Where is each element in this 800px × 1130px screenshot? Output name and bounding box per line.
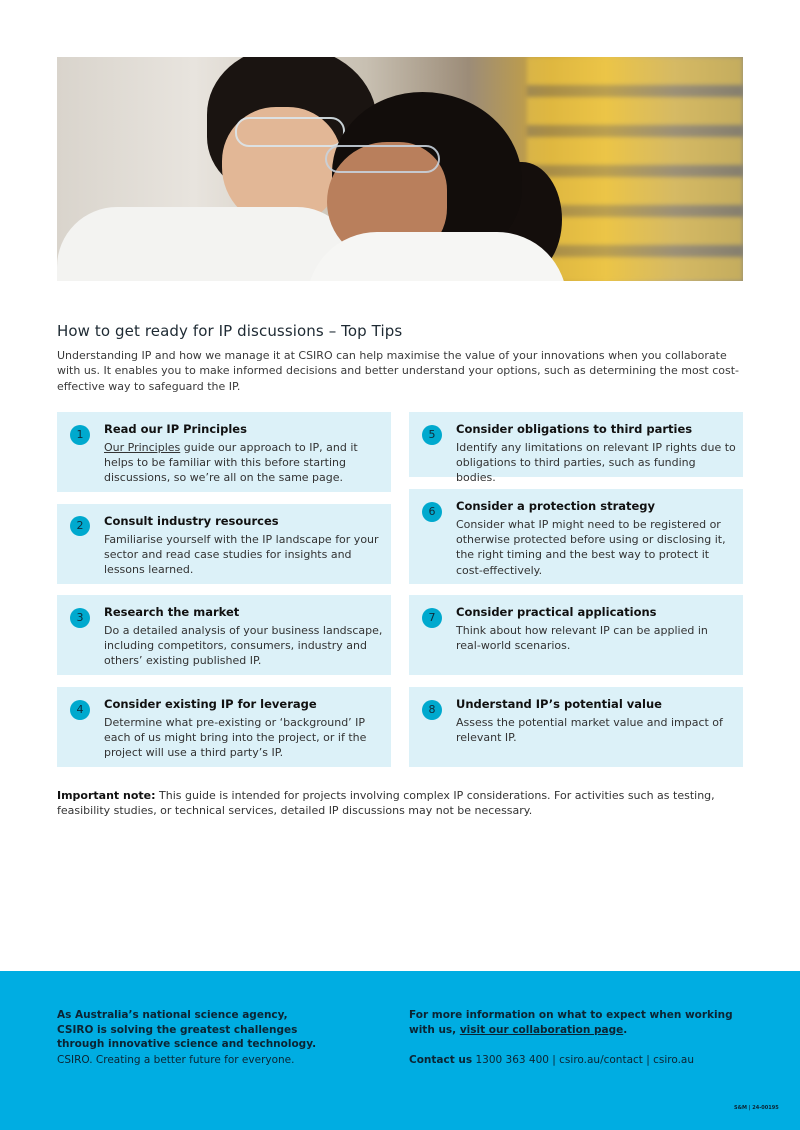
tip-card-3 — [57, 595, 391, 675]
tip-number-badge: 2 — [70, 516, 90, 536]
tip-number-badge: 7 — [422, 608, 442, 628]
tip-body: Assess the potential market value and impact of relevant IP. — [456, 716, 723, 745]
tip-card-5 — [409, 412, 743, 485]
tip-title: Consider practical applications — [456, 605, 657, 619]
collaboration-page-link[interactable]: visit our collaboration page — [459, 1023, 624, 1036]
tip-title: Understand IP’s potential value — [456, 697, 662, 711]
more-info: For more information on what to expect when working with us, visit our collaboration page. — [409, 1009, 733, 1036]
tip-body: Determine what pre-existing or ‘background’ IP each of us might bring into the project, or if the project will use a third party’s IP. — [104, 716, 367, 760]
tip-title: Research the market — [104, 605, 240, 619]
tip-number-badge: 5 — [422, 425, 442, 445]
tip-body: Do a detailed analysis of your business landscape, including competitors, consumers, industry and others’ existing published IP. — [104, 624, 383, 668]
tip-body: Consider what IP might need to be registered or otherwise protected before using or disclosing it, the right timing and the best way to protect it cost-effectively. — [456, 518, 726, 577]
safety-glasses — [325, 145, 440, 173]
tip-number-badge: 3 — [70, 608, 90, 628]
tip-body: Think about how relevant IP can be applied in real-world scenarios. — [456, 624, 708, 653]
tip-body: Identify any limitations on relevant IP rights due to obligations to third parties, such as funding bodies. — [456, 441, 736, 485]
note-text: This guide is intended for projects involving complex IP considerations. For activities such as testing, feasibility studies, or technical services, detailed IP discussions may not be necessary. — [57, 789, 715, 818]
tip-number-badge: 1 — [70, 425, 90, 445]
lab-coat — [307, 232, 567, 281]
agency-statement: As Australia’s national science agency, CSIRO is solving the greatest challenges through innovative science and technology. — [57, 1009, 317, 1050]
hero-photo — [57, 57, 743, 281]
lab-coat — [57, 207, 357, 281]
tip-body: Familiarise yourself with the IP landscape for your sector and read case studies for insights and lessons learned. — [104, 533, 379, 577]
note-label: Important note: — [57, 789, 156, 802]
tip-title: Consult industry resources — [104, 514, 279, 528]
intro-paragraph: Understanding IP and how we manage it at CSIRO can help maximise the value of your innovations when you collaborate with us. It enables you to make informed decisions and better understand your options, such as determining the most cost-effective way to safeguard the IP. — [57, 349, 739, 393]
document-code: S&M | 24-00195 — [734, 1105, 779, 1111]
contact-line — [409, 1054, 694, 1066]
tip-number-badge: 6 — [422, 502, 442, 522]
tip-card-4 — [57, 687, 391, 767]
tip-title: Read our IP Principles — [104, 422, 247, 436]
tip-card-7 — [409, 595, 743, 675]
footer — [0, 971, 800, 1130]
tip-card-8 — [409, 687, 743, 767]
tip-body: Our Principles guide our approach to IP, and it helps to be familiar with this before starting discussions, so we’re all on the same page. — [104, 441, 358, 485]
principles-link[interactable]: Our Principles — [104, 441, 181, 454]
tip-card-6 — [409, 489, 743, 584]
safety-glasses — [235, 117, 345, 147]
tip-title: Consider obligations to third parties — [456, 422, 693, 436]
tip-title: Consider existing IP for leverage — [104, 697, 317, 711]
important-note — [57, 788, 747, 819]
tip-number-badge: 8 — [422, 700, 442, 720]
tip-title: Consider a protection strategy — [456, 499, 656, 513]
tip-card-1 — [57, 412, 391, 492]
tip-card-2 — [57, 504, 391, 584]
contact-label: Contact us — [409, 1054, 473, 1066]
tagline: CSIRO. Creating a better future for everyone. — [57, 1054, 295, 1066]
contact-details: 1300 363 400 | csiro.au/contact | csiro.au — [472, 1054, 695, 1066]
lab-background — [527, 57, 743, 281]
page-title: How to get ready for IP discussions – Top Tips — [57, 322, 403, 340]
tip-number-badge: 4 — [70, 700, 90, 720]
